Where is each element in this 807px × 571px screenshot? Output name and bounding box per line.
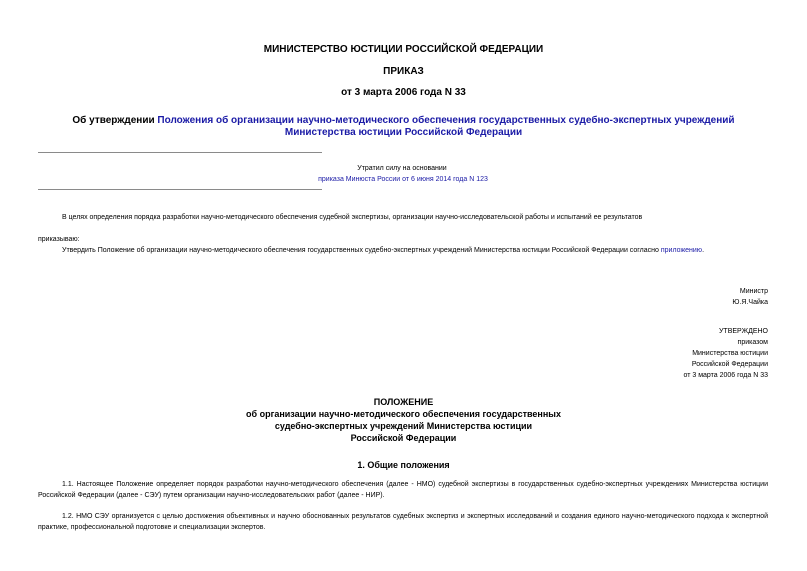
- regulation-title-1: ПОЛОЖЕНИЕ: [373, 397, 434, 407]
- ministry-header: МИНИСТЕРСТВО ЮСТИЦИИ РОССИЙСКОЙ ФЕДЕРАЦИИ: [263, 44, 544, 55]
- approve-end: .: [702, 247, 705, 254]
- paragraph-1-1: 1.1. Настоящее Положение определяет порядок разработки научно-методического обеспечения (далее - НМО) судебной экспертизы в государственных судебно-экспертных учреждениях Министерства юстиции Российской Федерации (далее - СЭУ) путем организации научно-исследовательских работ (далее - НИР).: [38, 481, 768, 499]
- doc-title-prefix: Об утверждении: [72, 115, 155, 126]
- regulation-title: [0, 396, 807, 444]
- approval-line-4: Российской Федерации: [691, 361, 768, 368]
- doc-title: [40, 115, 767, 139]
- paragraph-1-2: 1.2. НМО СЭУ организуется с целью достижения объективных и научно обоснованных результатов судебных экспертиз и экспертных исследований и создания единого научно-методического подхода к экспертной практике, профессиональной подготовке и специализации экспертов.: [38, 513, 768, 531]
- appendix-link[interactable]: приложению: [660, 247, 703, 254]
- signature-name: Ю.Я.Чайка: [732, 299, 768, 306]
- signature-position: Министр: [739, 288, 768, 295]
- approval-line-1: УТВЕРЖДЕНО: [718, 328, 768, 335]
- order-word: приказываю:: [38, 236, 80, 243]
- doc-title-link[interactable]: Положения об организации научно-методического обеспечения государственных судебно-экспертных учреждений Министерства юстиции Российской Федерации: [157, 115, 735, 138]
- regulation-title-2: об организации научно-методического обеспечения государственных: [246, 409, 561, 419]
- divider-top: [38, 152, 322, 153]
- approval-line-2: приказом: [737, 339, 768, 346]
- doc-type: ПРИКАЗ: [383, 66, 424, 77]
- approve-text: Утвердить Положение об организации научно-методического обеспечения государственных судебно-экспертных учреждений Министерства юстиции Российской Федерации согласно: [62, 247, 659, 254]
- doc-date-number: от 3 марта 2006 года N 33: [341, 87, 466, 98]
- signature-block: [732, 286, 768, 308]
- section-heading: 1. Общие положения: [357, 460, 450, 470]
- status-note-line: Утратил силу на основании: [357, 165, 447, 172]
- approve-paragraph: [38, 245, 768, 256]
- approval-line-3: Министерства юстиции: [692, 350, 768, 357]
- status-note-link[interactable]: приказа Минюста России от 6 июня 2014 года N 123: [318, 176, 488, 183]
- preamble-text: В целях определения порядка разработки научно-методического обеспечения судебной экспертизы, организации научно-исследовательской работы и испытаний ее результатов: [62, 214, 643, 221]
- divider-bottom: [38, 189, 322, 190]
- regulation-title-4: Российской Федерации: [350, 433, 457, 443]
- approval-line-5: от 3 марта 2006 года N 33: [683, 372, 768, 379]
- regulation-title-3: судебно-экспертных учреждений Министерства юстиции: [274, 421, 533, 431]
- approval-stamp: [683, 326, 768, 381]
